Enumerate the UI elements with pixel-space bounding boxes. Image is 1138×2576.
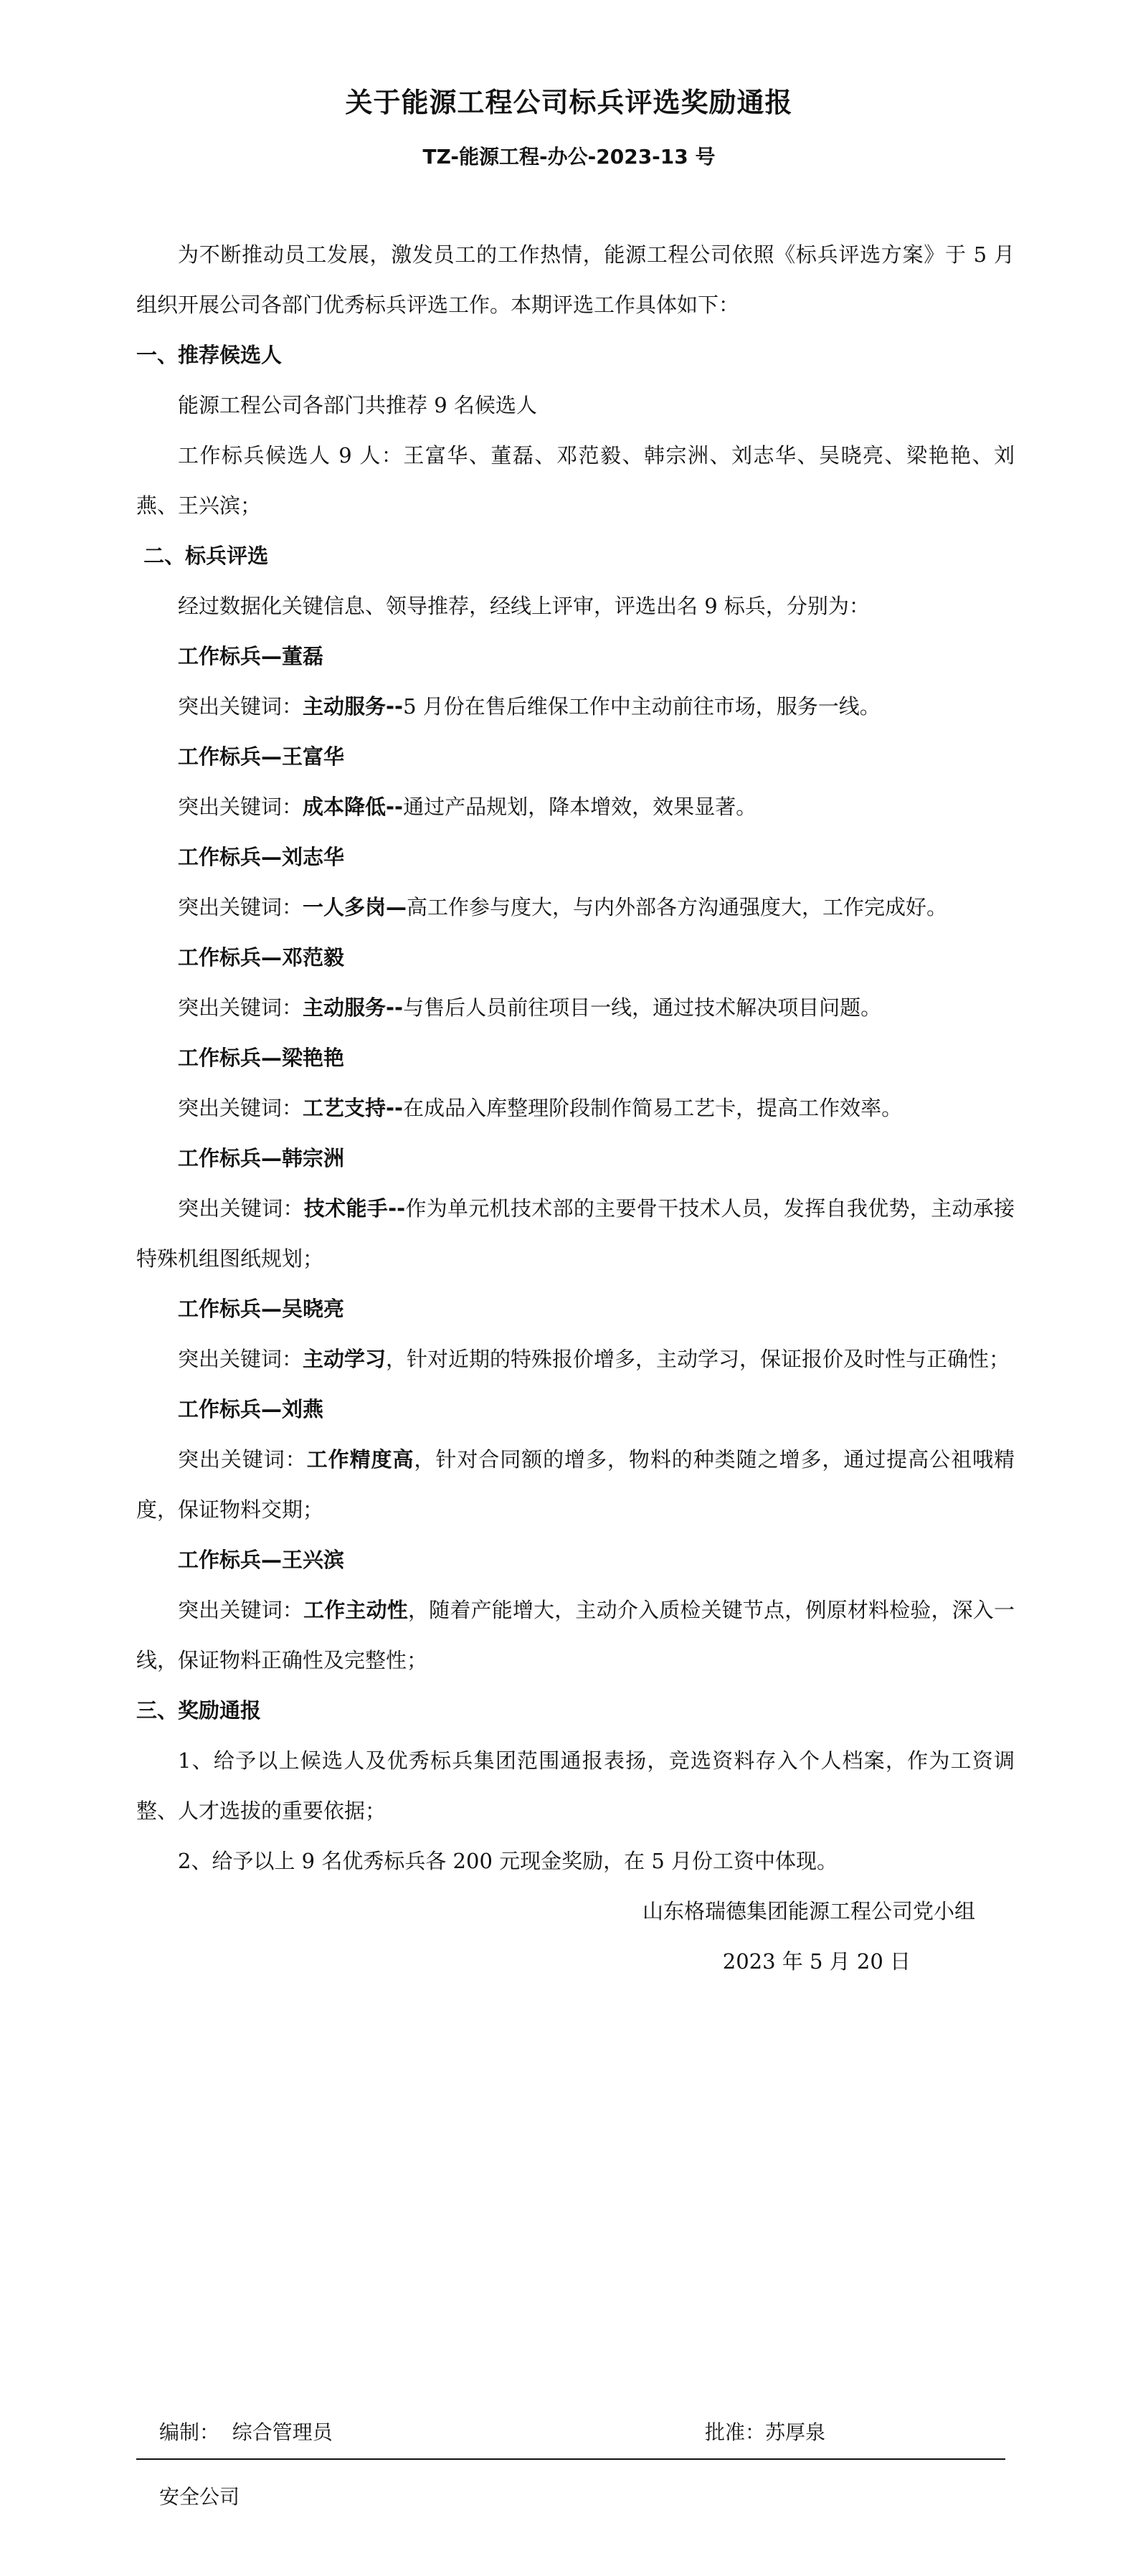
keyword-prefix: 突出关键词： <box>178 1096 303 1120</box>
award-description: 在成品入库整理阶段制作简易工艺卡，提高工作效率。 <box>403 1096 903 1120</box>
award-keyword: 成本降低-- <box>303 795 404 819</box>
section2-intro: 经过数据化关键信息、领导推荐，经线上评审，评选出名 9 标兵，分别为： <box>178 594 870 618</box>
keyword-prefix: 突出关键词： <box>178 895 303 919</box>
keyword-prefix: 突出关键词： <box>178 1447 307 1472</box>
section3-heading: 三、奖励通报 <box>136 1698 262 1723</box>
award-keyword-line <box>136 1083 1015 1133</box>
section1-heading: 一、推荐候选人 <box>136 343 283 367</box>
section3-item2: 2、给予以上 9 名优秀标兵各 200 元现金奖励，在 5 月份工资中体现。 <box>178 1849 838 1873</box>
award-title: 工作标兵—吴晓亮 <box>178 1297 345 1321</box>
award-keyword-line <box>136 681 1015 731</box>
award-keyword: 工作主动性 <box>303 1598 408 1622</box>
award-title: 工作标兵—王富华 <box>178 744 345 769</box>
award-keyword-line <box>136 1183 1015 1284</box>
award-list <box>136 631 1015 1685</box>
award-description: ，针对合同额的增多，物料的种类随之增多，通过提高公祖哦精度，保证物料交期； <box>136 1447 1015 1522</box>
document-body <box>136 229 1015 1987</box>
award-keyword: 主动学习 <box>303 1347 387 1371</box>
award-description: ，随着产能增大，主动介入质检关键节点，例原材料检验，深入一线，保证物料正确性及完整性； <box>136 1598 1015 1672</box>
keyword-prefix: 突出关键词： <box>178 1347 303 1371</box>
award-title: 工作标兵—刘燕 <box>178 1397 324 1421</box>
keyword-prefix: 突出关键词： <box>178 795 303 819</box>
keyword-prefix: 突出关键词： <box>178 995 303 1020</box>
award-keyword: 工艺支持-- <box>303 1096 404 1120</box>
award-keyword-line <box>136 1334 1015 1384</box>
award-title: 工作标兵—董磊 <box>178 644 324 668</box>
award-keyword: 工作精度高 <box>306 1447 414 1472</box>
document-number: TZ-能源工程-办公-2023-13 号 <box>422 145 716 169</box>
award-keyword-line <box>136 782 1015 832</box>
section3-item1: 1、给予以上候选人及优秀标兵集团范围通报表扬，竞选资料存入个人档案，作为工资调整、人才选拔的重要依据； <box>136 1748 1015 1823</box>
footer-note: 安全公司 <box>159 2485 240 2509</box>
award-title: 工作标兵—梁艳艳 <box>178 1046 345 1070</box>
award-title: 工作标兵—邓范毅 <box>178 945 345 970</box>
award-keyword-line <box>136 1434 1015 1535</box>
award-description: 高工作参与度大，与内外部各方沟通强度大，工作完成好。 <box>407 895 948 919</box>
award-description: ，针对近期的特殊报价增多，主动学习，保证报价及时性与正确性； <box>386 1347 1010 1371</box>
section1-line1: 能源工程公司各部门共推荐 9 名候选人 <box>178 393 537 417</box>
keyword-prefix: 突出关键词： <box>178 1196 304 1221</box>
signature-organization: 山东格瑞德集团能源工程公司党小组 <box>642 1899 975 1923</box>
intro-paragraph: 为不断推动员工发展，激发员工的工作热情，能源工程公司依照《标兵评选方案》于 5 月组织开展公司各部门优秀标兵评选工作。本期评选工作具体如下： <box>136 242 1015 317</box>
signature-date: 2023 年 5 月 20 日 <box>722 1949 911 1974</box>
award-title: 工作标兵—刘志华 <box>178 845 345 869</box>
award-keyword-line <box>136 882 1015 932</box>
award-description: 通过产品规划，降本增效，效果显著。 <box>403 795 757 819</box>
award-description: 与售后人员前往项目一线，通过技术解决项目问题。 <box>403 995 882 1020</box>
award-title: 工作标兵—韩宗洲 <box>178 1146 345 1170</box>
section1-line2: 工作标兵候选人 9 人：王富华、董磊、邓范毅、韩宗洲、刘志华、吴晓亮、梁艳艳、刘燕、王兴滨； <box>136 443 1015 518</box>
document-title: 关于能源工程公司标兵评选奖励通报 <box>345 87 793 118</box>
award-keyword: 技术能手-- <box>303 1196 406 1221</box>
approved-by: 批准：苏厚泉 <box>705 2420 826 2444</box>
award-keyword-line <box>136 982 1015 1033</box>
award-title: 工作标兵—王兴滨 <box>178 1548 345 1572</box>
award-description: 作为单元机技术部的主要骨干技术人员，发挥自我优势，主动承接特殊机组图纸规划； <box>136 1196 1015 1271</box>
award-keyword-line <box>136 1585 1015 1685</box>
award-keyword: 一人多岗— <box>303 895 407 919</box>
footer-divider <box>136 2458 1005 2460</box>
section2-heading: 二、标兵评选 <box>136 544 269 568</box>
prepared-by: 编制： 综合管理员 <box>159 2420 333 2444</box>
award-keyword: 主动服务-- <box>303 694 404 719</box>
keyword-prefix: 突出关键词： <box>178 694 303 719</box>
award-description: 5 月份在售后维保工作中主动前往市场，服务一线。 <box>403 694 881 719</box>
award-keyword: 主动服务-- <box>303 995 404 1020</box>
keyword-prefix: 突出关键词： <box>178 1598 304 1622</box>
